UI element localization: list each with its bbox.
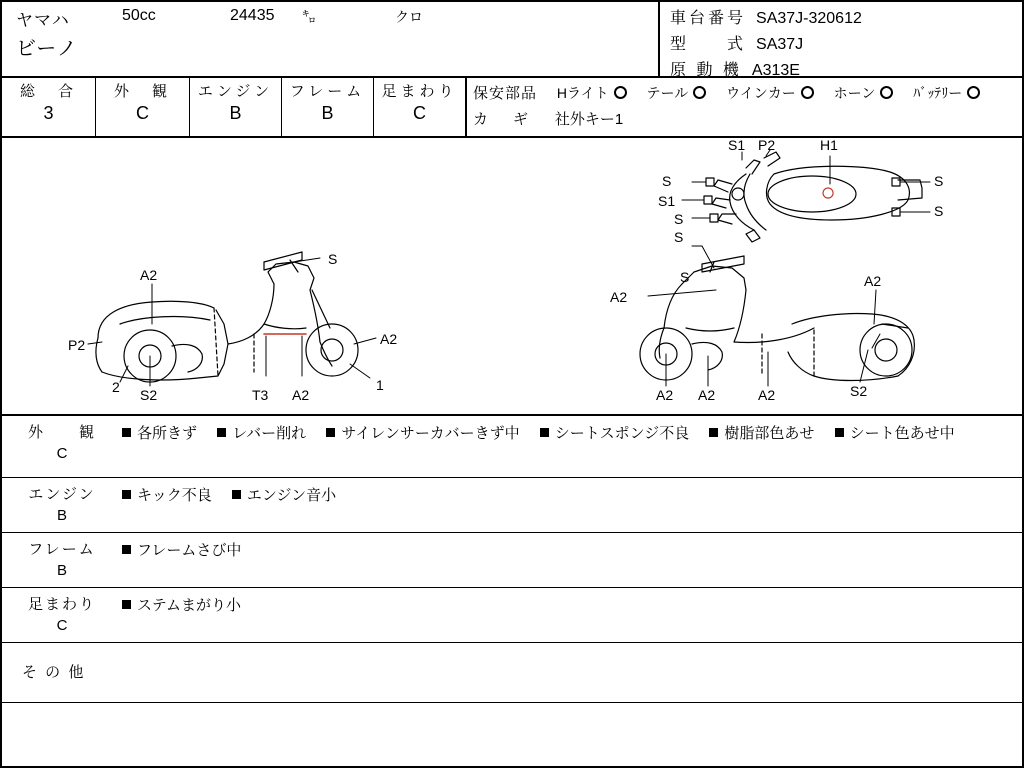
square-bullet-icon xyxy=(540,428,549,437)
grade-exterior-label: 外 観 xyxy=(113,83,171,100)
equipment-item-horn xyxy=(834,83,894,103)
label-s2-left: S2 xyxy=(140,387,158,403)
label-a2-right-1: A2 xyxy=(656,387,674,403)
label-a2-right-rear: A2 xyxy=(864,273,882,289)
maker-name: ヤマハ xyxy=(16,11,70,30)
top-view-drawing xyxy=(704,152,922,242)
note-item-text: ステムまがり小 xyxy=(137,597,241,614)
header-identification xyxy=(658,2,1022,79)
note-item xyxy=(122,539,241,562)
equipment-item-headlight-label: Hライト xyxy=(556,85,609,101)
equipment-item-battery xyxy=(913,83,980,103)
equipment-title: 保安部品 xyxy=(473,85,538,102)
header xyxy=(2,2,1022,78)
note-head-exterior xyxy=(2,422,122,464)
label-s1-top: S1 xyxy=(728,138,746,153)
body-color: クロ xyxy=(395,9,423,25)
note-item-text: 樹脂部色あせ xyxy=(724,425,815,442)
ok-circle-icon xyxy=(693,86,706,99)
key-label: カ ギ xyxy=(473,111,534,128)
damage-diagram-svg xyxy=(2,138,1022,414)
grade-bar xyxy=(2,78,1022,138)
chassis-number-label: 車台番号 xyxy=(670,10,747,27)
ok-circle-icon xyxy=(967,86,980,99)
note-row-engine xyxy=(2,478,1022,533)
equipment-item-horn-label: ホーン xyxy=(833,85,876,101)
condition-notes xyxy=(2,416,1022,761)
note-body-suspension xyxy=(122,594,1022,617)
note-item xyxy=(122,422,197,445)
ok-circle-icon xyxy=(614,86,627,99)
square-bullet-icon xyxy=(326,428,335,437)
engine-code-label: 原 動 機 xyxy=(670,62,742,79)
ok-circle-icon xyxy=(880,86,893,99)
key-value: 社外キー1 xyxy=(554,111,624,128)
label-s-top-left3: S xyxy=(674,229,684,245)
label-1-left: 1 xyxy=(376,377,384,393)
chassis-number-row xyxy=(670,5,862,28)
engine-code-value: A313E xyxy=(751,62,800,79)
grade-total-value: 3 xyxy=(43,103,54,123)
label-a2-right-3: A2 xyxy=(758,387,776,403)
grade-exterior-value: C xyxy=(136,103,149,123)
ok-circle-icon xyxy=(801,86,814,99)
label-a2-right-2: A2 xyxy=(698,387,716,403)
note-item xyxy=(540,422,689,445)
equipment-item-taillight-label: テール xyxy=(646,85,689,101)
note-body-exterior xyxy=(122,422,1022,445)
note-head-engine xyxy=(2,484,122,526)
displacement: 50cc xyxy=(122,7,156,24)
square-bullet-icon xyxy=(122,600,131,609)
note-label-frame: フレーム xyxy=(28,541,96,558)
mileage-value: 24435 xyxy=(230,7,275,24)
square-bullet-icon xyxy=(122,428,131,437)
label-p2-top: P2 xyxy=(758,138,776,153)
label-s-left-handle: S xyxy=(328,251,338,267)
grade-total xyxy=(2,78,96,136)
square-bullet-icon xyxy=(217,428,226,437)
equipment-item-winker xyxy=(726,83,814,103)
label-t3-left: T3 xyxy=(252,387,269,403)
key-row xyxy=(467,108,1022,129)
grade-suspension-value: C xyxy=(413,103,426,123)
grade-engine xyxy=(190,78,282,136)
note-row-other xyxy=(2,643,1022,703)
note-row-suspension xyxy=(2,588,1022,643)
grade-engine-value: B xyxy=(229,103,242,123)
equipment-item-headlight xyxy=(557,83,627,103)
square-bullet-icon xyxy=(122,545,131,554)
model-name: ビーノ xyxy=(16,38,78,60)
label-a2-left-seat: A2 xyxy=(140,267,158,283)
note-grade-frame: B xyxy=(56,562,67,579)
damage-diagram xyxy=(2,138,1022,416)
square-bullet-icon xyxy=(232,490,241,499)
model-code-label: 型 式 xyxy=(670,36,747,53)
note-label-suspension: 足まわり xyxy=(27,596,96,613)
note-item-text: エンジン音小 xyxy=(246,487,337,504)
label-2-left: 2 xyxy=(112,379,120,395)
note-body-engine xyxy=(122,484,1022,507)
model-code-value: SA37J xyxy=(756,36,804,53)
label-s-top-left1: S xyxy=(662,173,672,189)
grade-frame-value: B xyxy=(321,103,334,123)
note-item-text: サイレンサーカバーきず中 xyxy=(341,425,520,442)
label-a2-right-shield: A2 xyxy=(610,289,628,305)
note-grade-exterior: C xyxy=(56,445,68,462)
label-s-top-right1: S xyxy=(934,173,944,189)
note-item-text: シート色あせ中 xyxy=(849,425,955,442)
equipment-panel xyxy=(466,78,1022,136)
note-row-blank xyxy=(2,703,1022,761)
note-item xyxy=(122,594,241,617)
label-a2-left-front: A2 xyxy=(380,331,398,347)
note-grade-engine: B xyxy=(56,507,67,524)
grade-engine-label: エンジン xyxy=(197,83,274,100)
note-item-text: レバー削れ xyxy=(232,425,307,442)
note-item xyxy=(122,484,212,507)
equipment-item-winker-label: ウインカー xyxy=(726,85,796,101)
label-s-top-left2: S xyxy=(674,211,684,227)
note-label-exterior: 外 観 xyxy=(27,424,96,441)
note-item xyxy=(709,422,814,445)
label-s-right-handle: S xyxy=(680,269,690,285)
label-h1-top: H1 xyxy=(820,138,838,153)
note-item-text: フレームさび中 xyxy=(137,542,242,559)
equipment-list xyxy=(467,82,1022,103)
note-item xyxy=(232,484,336,507)
label-s2-right: S2 xyxy=(850,383,868,399)
label-a2-left-bottom: A2 xyxy=(292,387,310,403)
grade-frame-label: フレーム xyxy=(289,83,366,100)
note-row-exterior xyxy=(2,416,1022,478)
left-side-view-drawing xyxy=(96,252,358,382)
note-item xyxy=(835,422,955,445)
note-grade-suspension: C xyxy=(56,617,68,634)
mileage-unit: ㌔ xyxy=(302,9,316,25)
note-label-engine: エンジン xyxy=(28,486,96,503)
label-s1-top-left: S1 xyxy=(658,193,676,209)
note-item-text: キック不良 xyxy=(137,487,212,504)
diagram-labels xyxy=(68,138,943,403)
note-item xyxy=(326,422,519,445)
square-bullet-icon xyxy=(122,490,131,499)
note-item-text: シートスポンジ不良 xyxy=(554,425,690,442)
square-bullet-icon xyxy=(835,428,844,437)
note-head-other xyxy=(2,662,142,683)
note-label-other: そ の 他 xyxy=(22,664,86,681)
grade-frame xyxy=(282,78,374,136)
note-body-frame xyxy=(122,539,1022,562)
grade-total-label: 総 合 xyxy=(19,83,77,100)
chassis-number-value: SA37J-320612 xyxy=(756,10,862,27)
equipment-item-battery-label: ﾊﾞｯﾃﾘー xyxy=(913,85,963,101)
note-row-frame xyxy=(2,533,1022,588)
note-head-suspension xyxy=(2,594,122,636)
grade-suspension xyxy=(374,78,466,136)
model-code-row xyxy=(670,31,803,54)
grade-exterior xyxy=(96,78,190,136)
engine-code-row xyxy=(670,57,800,80)
grade-suspension-label: 足まわり xyxy=(381,83,458,100)
square-bullet-icon xyxy=(709,428,718,437)
label-s-top-right2: S xyxy=(934,203,944,219)
note-item xyxy=(217,422,306,445)
note-head-frame xyxy=(2,539,122,581)
label-p2-left: P2 xyxy=(68,337,86,353)
equipment-item-taillight xyxy=(647,83,707,103)
header-vehicle-summary xyxy=(2,2,658,76)
note-item-text: 各所きず xyxy=(137,425,198,442)
